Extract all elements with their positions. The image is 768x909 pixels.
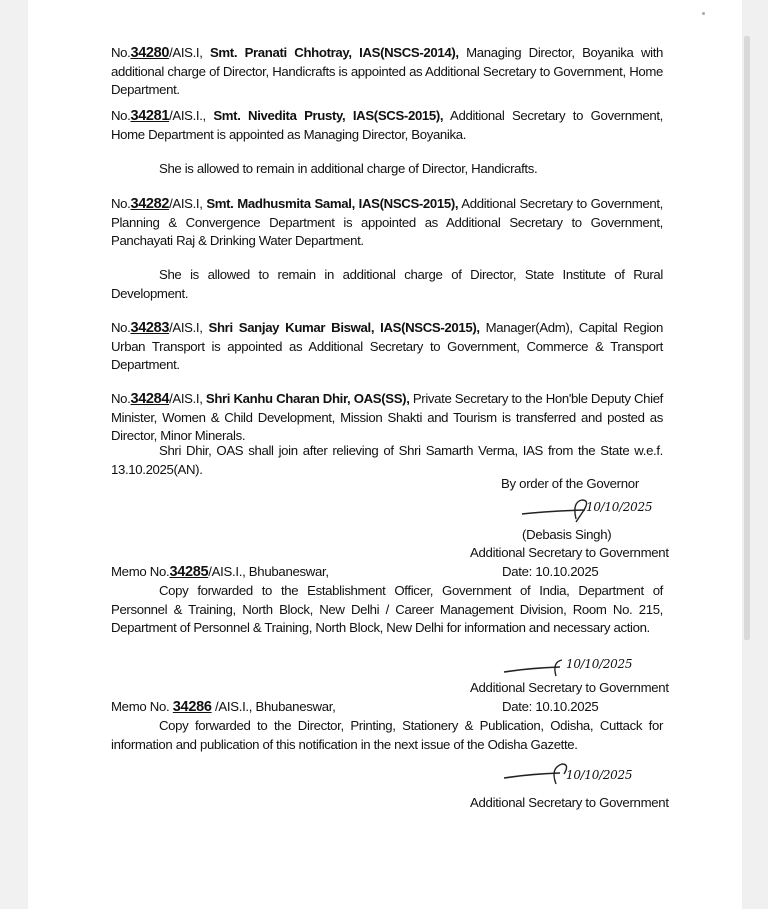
order-prefix: No.	[111, 45, 131, 60]
order-body: Additional Secretary to Government, Planning & Convergence Department is appointed as Additional Secretary to Government, Panchayati Raj & Drinking Water Department.	[111, 196, 663, 248]
speck	[702, 12, 705, 15]
signature-date: 10/10/2025	[586, 500, 653, 514]
memo-suffix: /AIS.I., Bhubaneswar,	[211, 699, 336, 714]
order-number: 34282	[130, 196, 170, 212]
scrollbar-thumb[interactable]	[744, 36, 750, 640]
signatory-name: (Debasis Singh)	[522, 527, 612, 542]
order-body: Private Secretary to the Hon'ble Deputy Chief Minister, Women & Child Development, Mission Shakti and Tourism is transferred and posted as Director, Minor Minerals.	[111, 391, 663, 443]
order-paragraph	[111, 44, 663, 100]
memo-suffix: /AIS.I., Bhubaneswar,	[208, 564, 329, 579]
order-note: She is allowed to remain in additional charge of Director, State Institute of Rural Development.	[111, 267, 663, 301]
signatory-designation: Additional Secretary to Government	[470, 545, 669, 560]
order-prefix: No.	[111, 196, 131, 211]
memo-designation: Additional Secretary to Government	[470, 795, 669, 810]
order-suffix: /AIS.I,	[169, 196, 207, 211]
officer-name: Smt. Madhusmita Samal, IAS(NSCS-2015),	[206, 196, 459, 211]
memo-signature-date: 10/10/2025	[566, 657, 633, 671]
officer-name: Smt. Pranati Chhotray, IAS(NSCS-2014),	[209, 45, 459, 60]
memo-date: Date: 10.10.2025	[502, 699, 599, 714]
order-body: Manager(Adm), Capital Region Urban Transport is appointed as Additional Secretary to Government, Commerce & Transport Department.	[111, 320, 663, 372]
order-body: Additional Secretary to Government, Home Department is appointed as Managing Director, Boyanika.	[111, 108, 663, 142]
order-paragraph	[111, 107, 663, 144]
order-suffix: /AIS.I,	[169, 391, 206, 406]
memo-prefix: Memo No.	[111, 699, 173, 714]
memo-header	[111, 698, 336, 716]
memo-date: Date: 10.10.2025	[502, 564, 599, 579]
order-number: 34281	[130, 108, 170, 124]
memo-prefix: Memo No.	[111, 564, 170, 579]
order-number: 34284	[130, 391, 170, 407]
memo-designation: Additional Secretary to Government	[470, 680, 669, 695]
memo-signature-date: 10/10/2025	[566, 768, 633, 782]
officer-name: Shri Sanjay Kumar Biswal, IAS(NSCS-2015),	[208, 320, 480, 335]
officer-name: Smt. Nivedita Prusty, IAS(SCS-2015),	[213, 108, 444, 123]
order-note: She is allowed to remain in additional charge of Director, Handicrafts.	[159, 161, 538, 176]
officer-name: Shri Kanhu Charan Dhir, OAS(SS),	[205, 391, 410, 406]
memo-number: 34286	[172, 699, 212, 715]
order-paragraph	[111, 195, 663, 251]
order-paragraph	[111, 319, 663, 375]
order-prefix: No.	[111, 108, 131, 123]
order-suffix: /AIS.I,	[169, 45, 210, 60]
order-note: Shri Dhir, OAS shall join after relieving of Shri Samarth Verma, IAS from the State w.e.f. 13.10.2025(AN).	[111, 443, 663, 477]
order-number: 34283	[130, 320, 170, 336]
order-suffix: /AIS.I,	[169, 320, 209, 335]
order-prefix: No.	[111, 320, 131, 335]
order-prefix: No.	[111, 391, 131, 406]
order-paragraph	[111, 390, 663, 446]
order-suffix: /AIS.I.,	[169, 108, 214, 123]
memo-header	[111, 563, 329, 581]
memo-body: Copy forwarded to the Establishment Officer, Government of India, Department of Personnel & Training, North Block, New Delhi / Career Management Division, Room No. 215, Department of Personnel & Training, North Block, New Delhi for information and necessary action.	[111, 583, 663, 635]
by-order-line: By order of the Governor	[501, 476, 639, 491]
order-number: 34280	[130, 45, 170, 61]
order-body: Managing Director, Boyanika with additional charge of Director, Handicrafts is appointed as Additional Secretary to Government, Home Department.	[111, 45, 664, 97]
memo-body: Copy forwarded to the Director, Printing, Stationery & Publication, Odisha, Cuttack for information and publication of this notification in the next issue of the Odisha Gazette.	[111, 718, 663, 752]
memo-number: 34285	[169, 564, 209, 580]
